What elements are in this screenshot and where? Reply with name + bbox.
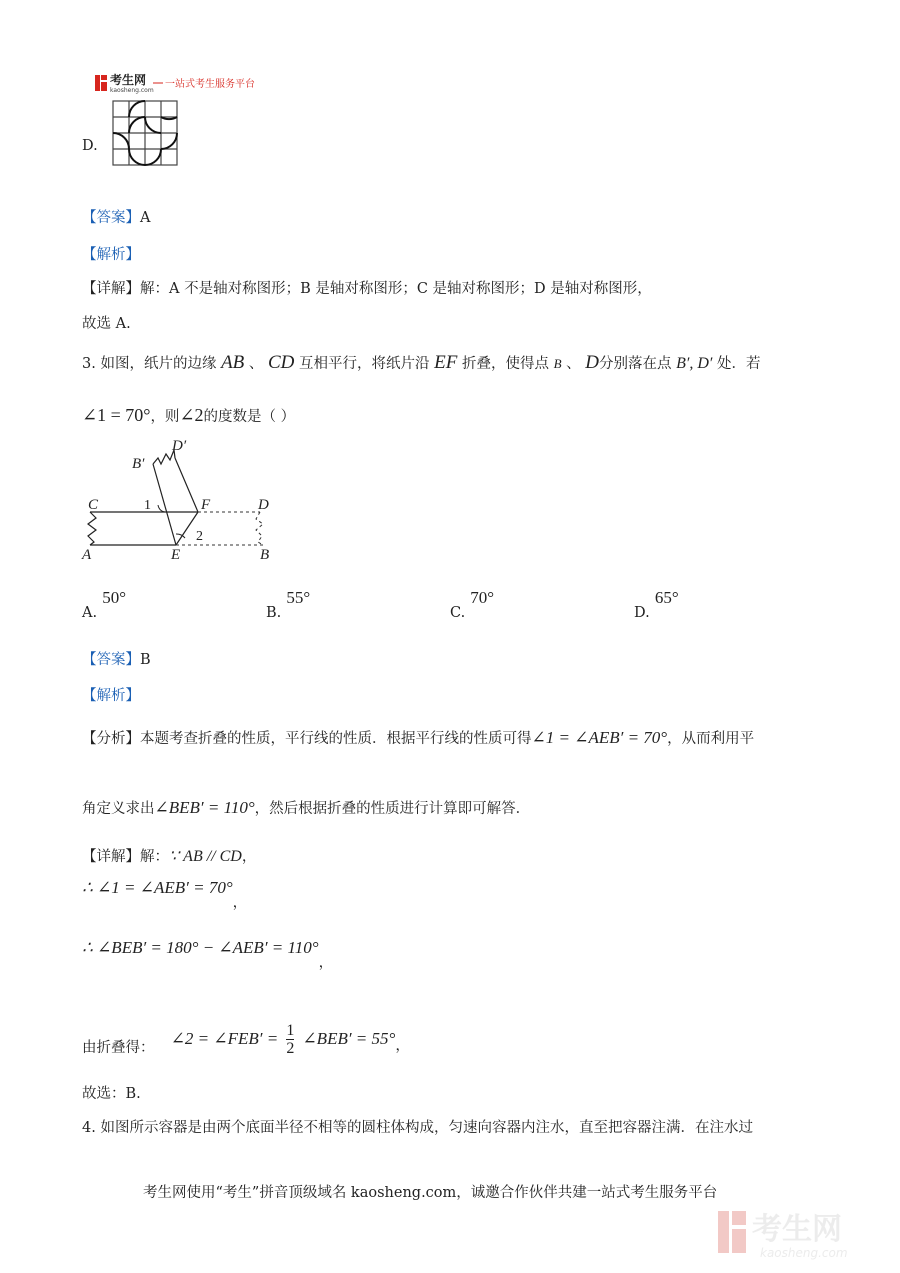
q3-option-d — [634, 588, 679, 621]
q2-answer-line — [82, 206, 150, 227]
q3-figure — [78, 432, 298, 571]
q3-detail-text: 解： — [140, 849, 169, 865]
q3-answer-line — [82, 648, 151, 669]
q3-fenxi-line2 — [82, 797, 530, 818]
q3-fig-label-c: C — [88, 497, 99, 513]
q3-condition: ∠1 = 70° — [82, 405, 151, 425]
logo-slogan: 一站式考生服务平台 — [165, 79, 255, 90]
q3-math-cd: CD — [268, 352, 295, 373]
q3-fenxi-text: ，从而利用平 — [667, 731, 755, 747]
q3-stem-part: 折叠，使得点 — [461, 356, 549, 372]
q3-fig-angle1: 1 — [144, 498, 151, 513]
q3-sep: 、 — [248, 356, 264, 372]
q3-step-math: ∴ ∠1 = ∠AEB′ = 70° — [82, 878, 233, 897]
q3-option-label: B. — [266, 605, 282, 621]
q3-stem-part: 如图，纸片的边缘 — [100, 356, 217, 372]
q2-detail-line — [82, 277, 652, 298]
q3-ask: ∠2 — [179, 405, 204, 425]
q3-fenxi-line1 — [82, 727, 754, 748]
q3-option-b — [266, 588, 311, 621]
logo-domain: kaosheng.com — [110, 87, 154, 94]
q3-fenxi-math: ∠BEB′ = 110° — [154, 798, 255, 817]
q3-fenxi-math: ∠1 = ∠AEB′ = 70° — [531, 728, 668, 747]
q3-punct: ， — [318, 955, 334, 971]
q3-fenxi-text: 本题考查折叠的性质，平行线的性质．根据平行线的性质可得 — [140, 731, 532, 747]
watermark — [716, 1203, 886, 1261]
q2-detail-text: 解：A 不是轴对称图形；B 是轴对称图形；C 是轴对称图形；D 是轴对称图形， — [140, 281, 652, 297]
q3-math-b: B — [553, 356, 562, 371]
q3-step3 — [82, 1022, 410, 1057]
q3-fenxi-label: 【分析】 — [82, 731, 140, 747]
q3-number: 3. — [82, 356, 96, 372]
q3-fig-angle2: 2 — [196, 529, 203, 544]
q3-stem-line2 — [82, 405, 295, 426]
q3-answer-value: B — [140, 652, 151, 668]
q3-fig-label-b-prime: B′ — [132, 456, 145, 472]
q3-option-label: A. — [82, 605, 98, 621]
q3-detail-line — [82, 845, 256, 866]
q3-sep: 、 — [566, 356, 581, 372]
q2-analysis-label: 【解析】 — [82, 247, 140, 263]
logo-icon — [95, 72, 275, 94]
q3-because: ∵ AB // CD — [169, 848, 242, 865]
q2-option-d-label: D. — [82, 138, 98, 154]
footer-text: 考生网使用“考生”拼音顶级域名 kaosheng.com，诚邀合作伙伴共建一站式考生服务平台 — [143, 1185, 718, 1201]
q3-step1 — [82, 877, 248, 911]
watermark-logo-icon — [716, 1203, 886, 1261]
q3-stem-part: 互相平行，将纸片沿 — [299, 356, 430, 372]
q3-option-a — [82, 588, 126, 621]
q3-frac-den: 2 — [286, 1040, 295, 1057]
q3-fenxi-text: ，然后根据折叠的性质进行计算即可解答． — [254, 801, 531, 817]
q3-fig-label-d: D — [258, 497, 269, 513]
q3-option-value: 65° — [654, 588, 679, 607]
watermark-domain: kaosheng.com — [760, 1246, 848, 1260]
q4-stem: 如图所示容器是由两个底面半径不相等的圆柱体构成，匀速向容器内注水，直至把容器注满．在注水过 — [100, 1120, 753, 1136]
q3-option-c — [450, 588, 495, 621]
q3-step2 — [82, 937, 334, 971]
q2-answer-value: A — [140, 210, 151, 226]
q3-stem-part: ，则 — [150, 409, 180, 425]
watermark-text: 考生网 — [752, 1212, 842, 1247]
q3-punct: ， — [241, 849, 257, 865]
q3-math-ef: EF — [434, 352, 458, 373]
q3-option-value: 55° — [286, 588, 311, 607]
q3-analysis-label: 【解析】 — [82, 688, 140, 704]
q3-fig-label-b: B — [260, 547, 270, 563]
q3-option-label: D. — [634, 605, 650, 621]
q3-stem-part: 处．若 — [717, 356, 761, 372]
q3-punct: ， — [395, 1038, 410, 1054]
q3-stem-part: 的度数是（ ） — [203, 409, 296, 425]
q3-stem-line1 — [82, 352, 761, 374]
q3-option-label: C. — [450, 605, 466, 621]
header-logo — [95, 72, 275, 94]
q3-option-value: 70° — [470, 588, 495, 607]
q3-option-value: 50° — [102, 588, 126, 607]
q2-option-d-figure — [112, 100, 178, 170]
q3-fig-label-a: A — [82, 547, 92, 563]
q3-fig-label-d-prime: D′ — [172, 438, 187, 454]
q3-fig-label-e: E — [171, 547, 181, 563]
q3-detail-label: 【详解】 — [82, 849, 140, 865]
q3-answer-label: 【答案】 — [82, 652, 140, 668]
q3-stem-part: 分别落在点 — [598, 356, 672, 372]
q3-math-bd-prime: B′, D′ — [676, 355, 713, 372]
q3-fenxi-text: 角定义求出 — [82, 801, 155, 817]
q3-step-math: ∠BEB′ = 55° — [302, 1029, 396, 1048]
q3-conclusion: 故选：B. — [82, 1086, 141, 1102]
q3-punct: ， — [232, 895, 248, 911]
q3-step-math: ∠2 = ∠FEB′ = — [170, 1029, 279, 1048]
q3-step3-prefix: 由折叠得： — [82, 1040, 155, 1056]
q2-detail-label: 【详解】 — [82, 281, 140, 297]
q4-stem-line — [82, 1116, 753, 1137]
q4-number: 4. — [82, 1120, 96, 1136]
q3-math-d: D — [585, 352, 599, 373]
q3-frac-num: 1 — [286, 1022, 295, 1039]
logo-text: 考生网 — [110, 73, 147, 87]
q3-fig-label-f: F — [201, 497, 211, 513]
q3-step3-fraction — [286, 1022, 294, 1057]
q2-conclusion: 故选 A. — [82, 316, 131, 332]
q3-math-ab: AB — [221, 352, 245, 373]
q3-step-math: ∴ ∠BEB′ = 180° − ∠AEB′ = 110° — [82, 938, 319, 957]
q2-answer-label: 【答案】 — [82, 210, 140, 226]
